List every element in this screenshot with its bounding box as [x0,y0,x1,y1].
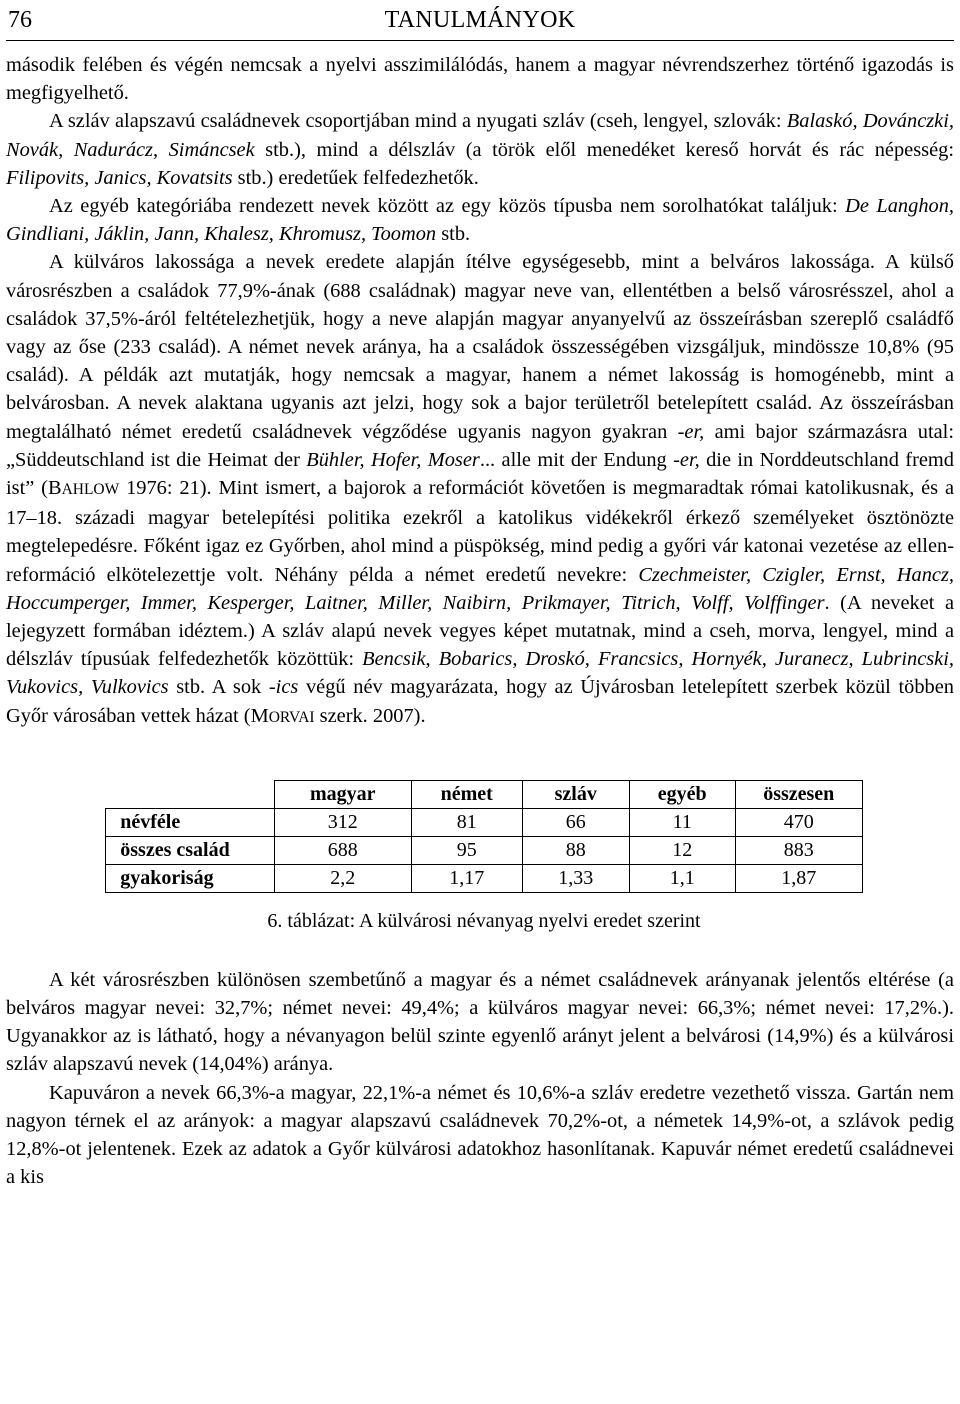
table-corner-cell [106,780,275,808]
table-cell: 1,33 [522,864,629,892]
running-header [6,0,954,41]
table-cell: 883 [735,836,862,864]
text-run: A szláv alapszavú családnevek csoportjában mind a nyugati szláv (cseh, lengyel, szlovák: [49,110,787,133]
name-origin-table [105,780,863,893]
table-cell: 11 [629,808,735,836]
table-cell: 88 [522,836,629,864]
row-label: összes család [106,836,275,864]
table-header-row [106,780,863,808]
text-run: stb. A sok [168,676,269,699]
row-label: gyakoriság [106,864,275,892]
paragraph-slavic-names [6,107,954,192]
text-run: ... alle mit der Endung [479,448,674,471]
text-run: stb. [436,223,471,246]
paragraph-other-names [6,192,954,248]
page [6,0,954,1192]
text-run: stb.), mind a délszláv (a török elől menedéket kereső horvát és rác népesség: [254,138,954,161]
table-cell: 688 [274,836,411,864]
text-run: szerk. 2007). [314,704,426,727]
text-run: A külváros lakossága a nevek eredete alapján ítélve egységesebb, mint a belváros lakossága. A külső városrészben a családok 77,9%-ának (688 családnak) magyar neve van, ellentétben a belső városrésszel, ahol a családok 37,5%-áról feltételezhetjük, hogy a neve alapján magyar anyanyelvű az összeírásban szereplő családfő vagy az őse (233 család). A német nevek aránya, ha a családok összességében vizsgáljuk, mindössze 10,8% (95 család). A példák azt mutatják, hogy nemcsak a magyar, hanem a német lakosság is homogénebb, mint a belvárosban. A nevek alaktana ugyanis azt jelzi, hogy sok a bajor területről betelepített család. Az összeírásban megtalálható német eredetű családnevek végződése ugyanis nagyon gyakran [6,251,954,443]
table-cell: 66 [522,808,629,836]
italic-text-run: -er, [673,448,700,471]
row-label: névféle [106,808,275,836]
table-cell: 81 [411,808,522,836]
table-cell: 95 [411,836,522,864]
text-run: ami bajor származásra utal: „Süddeutschland ist die Heimat der [6,420,955,471]
text-run: második felében és végén nemcsak a nyelvi asszimilálódás, hanem a magyar névrendszerhez történő igazodás is megfigyelhető. [6,54,954,105]
table-cell: 312 [274,808,411,836]
table-row [106,836,863,864]
paragraph-continued [6,51,954,107]
body-text-top [6,51,954,732]
table-row [106,808,863,836]
text-run: Az egyéb kategóriába rendezett nevek között az egy közös típusba nem sorolhatókat találjuk: [49,195,846,218]
italic-text-run: Czechmeister, Czigler, Ernst, Hancz, Hoccumperger, Immer, Kesperger, Laitner, Miller, Naibirn, Prikmayer, Titrich, Volff, Volffinger [6,563,954,614]
column-header-nemet: német [411,780,522,808]
table-cell: 1,1 [629,864,735,892]
italic-text-run: De Langhon, Gindliani, Jáklin, Jann, Khalesz, Khromusz, Toomon [6,195,955,246]
italic-text-run: Balaskó, Dovánczki, Novák, Nadurácz, Simáncsek [6,110,954,161]
text-run: A két városrészben különösen szembetűnő a magyar és a német családnevek arányanak jelentős eltérése (a belváros magyar nevei: 32,7%; német nevei: 49,4%; a külváros magyar nevei: 66,3%; német nevei: 17,2%.). Ugyanakkor az is látható, hogy a névanyagon belül szinte egyenlő arányt jelent a belvárosi (14,9%) és a külvárosi szláv alapszavú nevek (14,04%) aránya. [6,968,954,1076]
column-header-osszesen: összesen [735,780,862,808]
text-run: . (A neveket a lejegyzett formában idéztem.) A szláv alapú nevek vegyes képet mutatnak, mind a cseh, morva, lengyel, mind a délszláv típusúak felfedezhetők közöttük: [6,591,954,671]
table-cell: 12 [629,836,735,864]
italic-text-run: Bencsik, Bobarics, Droskó, Francsics, Hornyék, Juranecz, Lubrincski, Vukovics, Vulkovics [6,648,954,699]
paragraph-comparison [6,966,954,1079]
table-caption: 6. táblázat: A külvárosi névanyag nyelvi eredet szerint [267,909,701,932]
text-run: stb.) eredetűek felfedezhetők. [232,166,479,189]
column-header-magyar: magyar [274,780,411,808]
paragraph-kapuvar [6,1079,954,1192]
table-cell: 1,87 [735,864,862,892]
column-header-egyeb: egyéb [629,780,735,808]
text-run: Kapuváron a nevek 66,3%-a magyar, 22,1%-a német és 10,6%-a szláv eredetre vezethető vissza. Gartán nem nagyon térnek el az arányok: a magyar alapszavú családnevek 70,2%-ot, a németek 14,9%-ot, a szlávok pedig 12,8%-ot jelentenek. Ezek az adatok a Győr külvárosi adatokhoz hasonlítanak. Kapuvár német eredetű családnevei a kis [6,1081,954,1189]
body-text-bottom [6,966,954,1192]
italic-text-run: Filipovits, Janics, Kovatsits [6,166,233,189]
italic-text-run: Bühler, Hofer, Moser [306,448,480,471]
column-header-szlav: szláv [522,780,629,808]
text-run: die in Norddeutschland fremd ist” (B [6,448,954,500]
text-run: ORVAI [268,708,315,726]
table-cell: 470 [735,808,862,836]
text-run: AHLOW [61,481,120,499]
italic-text-run: -ics [268,676,299,699]
table-block [6,780,954,934]
italic-text-run: -er, [677,420,705,443]
table-row [106,864,863,892]
paragraph-suburb-population [6,248,954,731]
page-number: 76 [8,7,32,33]
table-cell: 2,2 [274,864,411,892]
table-cell: 1,17 [411,864,522,892]
running-title: TANULMÁNYOK [384,7,576,33]
text-run: 1976: 21). Mint ismert, a bajorok a reformációt követően is megmaradtak római katolikusnak, és a 17–18. századi magyar betelepítési politika ezekről a katolikus vidékekről érkező személyeket ösztönözte megtelepedésre. Főként igaz ez Győrben, ahol mind a püspökség, mind pedig a győri vár katonai vezetése az ellenreformáció elkötelezettje volt. Néhány példa a német eredetű nevekre: [6,477,955,586]
text-run: végű név magyarázata, hogy az Újvárosban letelepített szerbek közül többen Győr városában vettek házat (M [6,676,954,727]
